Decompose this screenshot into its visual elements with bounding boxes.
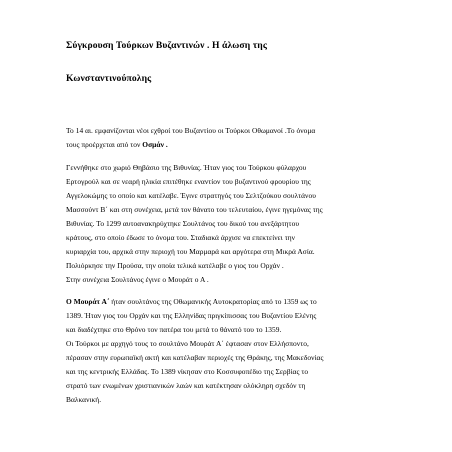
paragraph-2-line-5: Βιθυνίας. Το 1299 αυτοανακηρύχτηκε Σουλτάνος του δικού του ανεξάρτητου (66, 219, 300, 228)
paragraph-3-line-4: Οι Τούρκοι με αρχηγό τους το σουλτάνο Μουράτ Α΄ έφτασαν στον Ελλήσποντο, (66, 339, 309, 348)
murat-name: Ο Μουράτ Α΄ (66, 297, 110, 306)
paragraph-3-text: ήταν σουλτάνος της Οθωμανικής Αυτοκρατορίας από το 1359 ως το (109, 297, 317, 306)
paragraph-1-text: τους προέρχεται από τον (66, 140, 143, 149)
paragraph-2-line-3: Αγγελοκώμης το οποίο και κατέλαβε. Έγινε στρατηγός του Σελτζούκου σουλτάνου (66, 191, 316, 200)
document-title-line-2: Κωνσταντινούπολης (66, 73, 152, 84)
paragraph-2-line-8: Πολιόρκησε την Προύσα, την οποία τελικά κατέλαβε ο γιος του Ορχάν . (66, 261, 284, 270)
paragraph-2-line-1: Γεννήθηκε στο χωριό Θηβάσιο της Βιθυνίας. Ήταν γιος του Τούρκου φύλαρχου (66, 163, 307, 172)
paragraph-3-line-2: 1389. Ήταν γιος του Ορχάν και της Ελληνίδας πριγκίπισσας του Βυζαντίου Ελένης (66, 311, 317, 320)
paragraph-3-line-6: και της κεντρικής Ελλάδας. Το 1389 νίκησαν στο Κοσσυφοπέδιο της Σερβίας το (66, 367, 309, 376)
paragraph-2-line-7: κυριαρχία του, αρχικά στην περιοχή του Μαρμαρά και αργότερα στη Μικρά Ασία. (66, 247, 315, 256)
paragraph-3-line-3: και διαδέχτηκε στο Θρόνο τον πατέρα του μετά το θάνατό του το 1359. (66, 325, 282, 334)
paragraph-1-line-1: Το 14 αι. εμφανίζονται νέοι εχθροί του Βυζαντίου οι Τούρκοι Οθωμανοί .Το όνομα (66, 126, 316, 135)
document-title-line-1: Σύγκρουση Τούρκων Βυζαντινών . Η άλωση της (66, 40, 268, 51)
paragraph-2-line-6: κράτους, στο οποίο έδωσε το όνομα του. Σταδιακά άρχισε να επεκτείνει την (66, 233, 296, 242)
paragraph-3-line-5: πέρασαν στην ευρωπαϊκή ακτή και κατέλαβαν περιοχές της Θράκης, της Μακεδονίας (66, 353, 324, 362)
osman-name: Οσμάν . (142, 140, 168, 149)
paragraph-1-line-2 (66, 140, 168, 150)
paragraph-3-line-7: στρατό των ενωμένων χριστιανικών λαών και κατέκτησαν ολόκληρη σχεδόν τη (66, 381, 306, 390)
paragraph-2-line-9: Στην συνέχεια Σουλτάνος έγινε ο Μουράτ ο Α . (66, 275, 209, 284)
paragraph-2-line-4: Μασσούντ Β΄ και στη συνέχεια, μετά τον θάνατο του τελευταίου, έγινε ηγεμόνας της (66, 205, 323, 214)
paragraph-3-line-8: Βαλκανική. (66, 395, 102, 404)
paragraph-3-line-1 (66, 297, 317, 307)
paragraph-2-line-2: Ερτογρούλ και σε νεαρή ηλικία επιτέθηκε εναντίον του βυζαντινού φρουρίου της (66, 177, 311, 186)
